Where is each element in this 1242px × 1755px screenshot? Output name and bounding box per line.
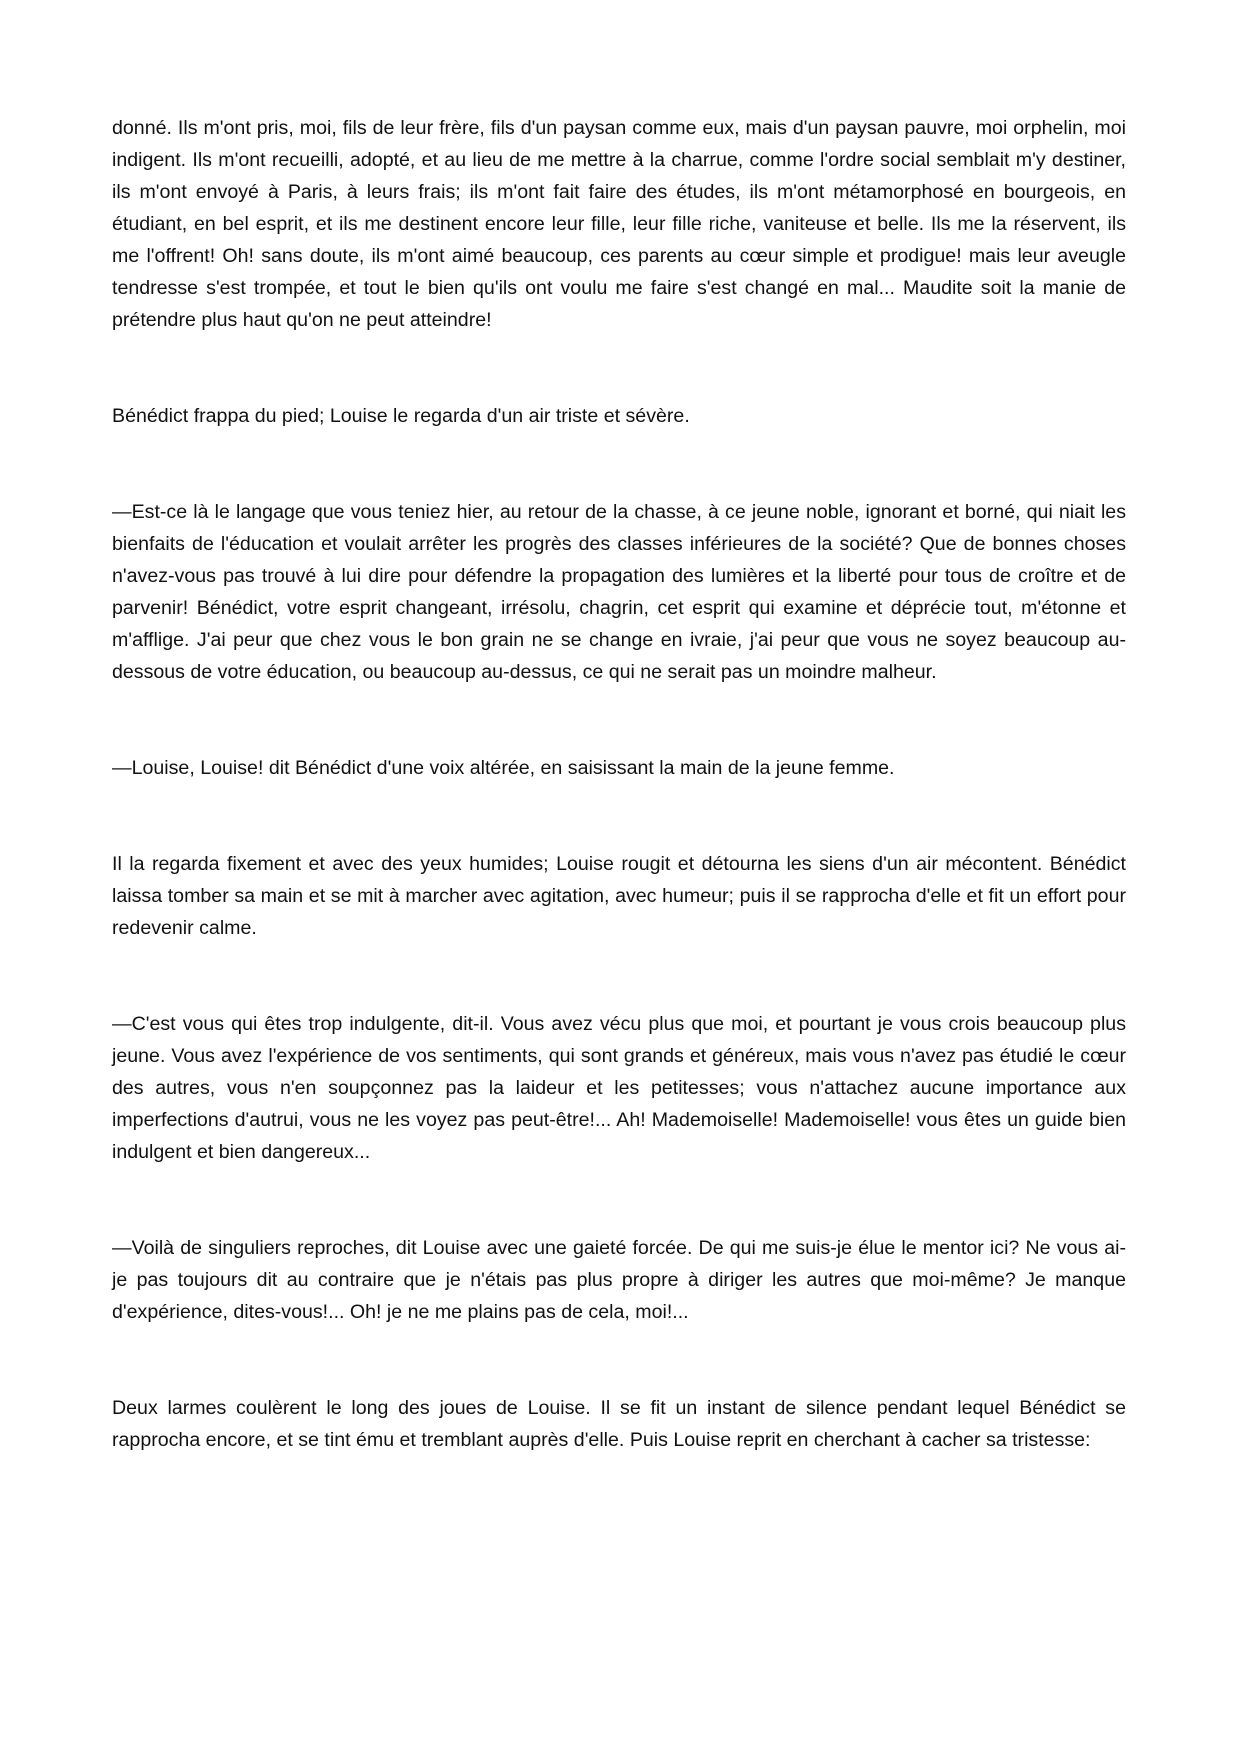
paragraph-4: —Louise, Louise! dit Bénédict d'une voix altérée, en saisissant la main de la jeune femme. — [112, 757, 895, 779]
paragraph-5: Il la regarda fixement et avec des yeux humides; Louise rougit et détourna les siens d'un air mécontent. Bénédict laissa tomber sa main et se mit à marcher avec agitation, avec humeur; puis il se rapprocha d'elle et fit un effort pour redevenir calme. — [112, 853, 1126, 939]
paragraph-2: Bénédict frappa du pied; Louise le regarda d'un air triste et sévère. — [112, 405, 690, 427]
paragraph-3: —Est-ce là le langage que vous teniez hier, au retour de la chasse, à ce jeune noble, ignorant et borné, qui niait les bienfaits de l'éducation et voulait arrêter les progrès des classes inférieures de la société? Que de bonnes choses n'avez-vous pas trouvé à lui dire pour défendre la propagation des lumières et la liberté pour tous de croître et de parvenir! Bénédict, votre esprit changeant, irrésolu, chagrin, cet esprit qui examine et déprécie tout, m'étonne et m'afflige. J'ai peur que chez vous le bon grain ne se change en ivraie, j'ai peur que vous ne soyez beaucoup au-dessous de votre éducation, ou beaucoup au-dessus, ce qui ne serait pas un moindre malheur. — [112, 501, 1126, 683]
paragraph-6: —C'est vous qui êtes trop indulgente, dit-il. Vous avez vécu plus que moi, et pourtant je vous crois beaucoup plus jeune. Vous avez l'expérience de vos sentiments, qui sont grands et généreux, mais vous n'avez pas étudié le cœur des autres, vous n'en soupçonnez pas la laideur et les petitesses; vous n'attachez aucune importance aux imperfections d'autrui, vous ne les voyez pas peut-être!... Ah! Mademoiselle! Mademoiselle! vous êtes un guide bien indulgent et bien dangereux... — [112, 1013, 1126, 1163]
paragraph-8: Deux larmes coulèrent le long des joues de Louise. Il se fit un instant de silence pendant lequel Bénédict se rapprocha encore, et se tint ému et tremblant auprès d'elle. Puis Louise reprit en cherchant à cacher sa tristesse: — [112, 1397, 1126, 1451]
paragraph-1: donné. Ils m'ont pris, moi, fils de leur frère, fils d'un paysan comme eux, mais d'un paysan pauvre, moi orphelin, moi indigent. Ils m'ont recueilli, adopté, et au lieu de me mettre à la charrue, comme l'ordre social semblait m'y destiner, ils m'ont envoyé à Paris, à leurs frais; ils m'ont fait faire des études, ils m'ont métamorphosé en bourgeois, en étudiant, en bel esprit, et ils me destinent encore leur fille, leur fille riche, vaniteuse et belle. Ils me la réservent, ils me l'offrent! Oh! sans doute, ils m'ont aimé beaucoup, ces parents au cœur simple et prodigue! mais leur aveugle tendresse s'est trompée, et tout le bien qu'ils ont voulu me faire s'est changé en mal... Maudite soit la manie de prétendre plus haut qu'on ne peut atteindre! — [112, 117, 1126, 331]
paragraph-7: —Voilà de singuliers reproches, dit Louise avec une gaieté forcée. De qui me suis-je élue le mentor ici? Ne vous ai-je pas toujours dit au contraire que je n'étais pas plus propre à diriger les autres que moi-même? Je manque d'expérience, dites-vous!... Oh! je ne me plains pas de cela, moi!... — [112, 1237, 1126, 1323]
